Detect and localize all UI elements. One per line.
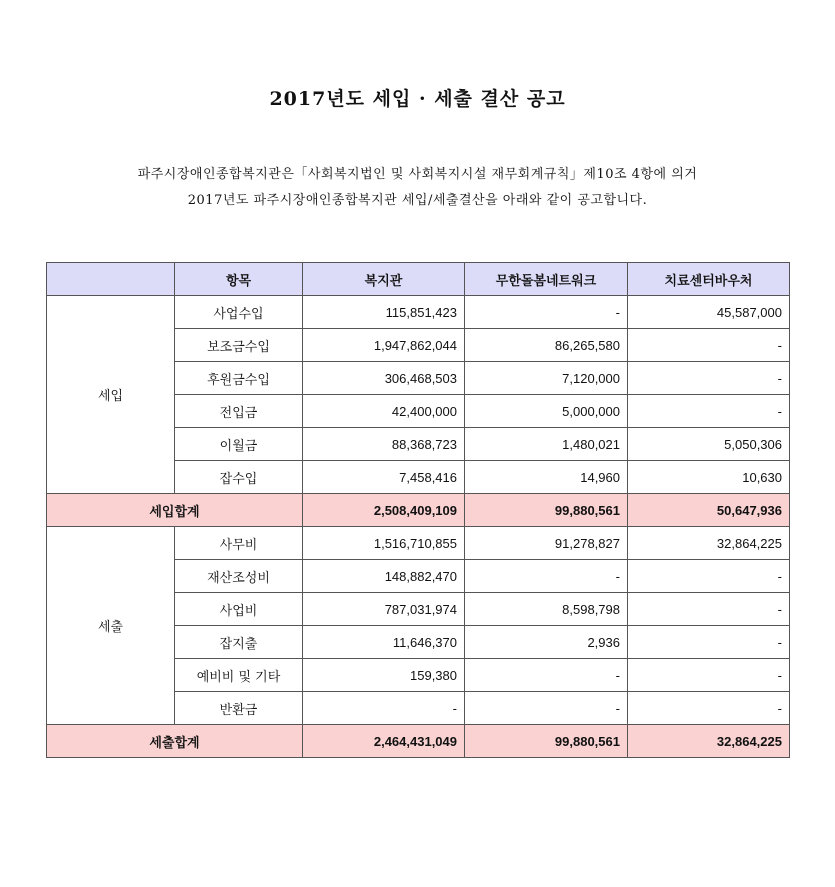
cell-welfare-center: 148,882,470 <box>303 560 465 593</box>
cell-welfare-center: 1,516,710,855 <box>303 527 465 560</box>
cell-therapy-voucher: - <box>628 626 790 659</box>
cell-care-network: - <box>465 692 628 725</box>
expense-total-care-network: 99,880,561 <box>465 725 628 758</box>
page-title: 2017년도 세입 · 세출 결산 공고 <box>269 88 566 110</box>
row-item: 이월금 <box>175 428 303 461</box>
cell-therapy-voucher: 32,864,225 <box>628 527 790 560</box>
cell-welfare-center: 306,468,503 <box>303 362 465 395</box>
table-header-row <box>47 263 790 296</box>
intro-line-2: 2017년도 파주시장애인종합복지관 세입/세출결산을 아래와 같이 공고합니다. <box>187 193 648 208</box>
cell-therapy-voucher: - <box>628 362 790 395</box>
expense-total-therapy-voucher: 32,864,225 <box>628 725 790 758</box>
row-item: 재산조성비 <box>175 560 303 593</box>
cell-welfare-center: 115,851,423 <box>303 296 465 329</box>
cell-welfare-center: 11,646,370 <box>303 626 465 659</box>
cell-welfare-center: 1,947,862,044 <box>303 329 465 362</box>
cell-therapy-voucher: - <box>628 560 790 593</box>
row-item: 잡지출 <box>175 626 303 659</box>
income-total-therapy-voucher: 50,647,936 <box>628 494 790 527</box>
expense-group-label: 세출 <box>47 527 175 725</box>
row-item: 후원금수입 <box>175 362 303 395</box>
cell-welfare-center: 88,368,723 <box>303 428 465 461</box>
cell-care-network: 1,480,021 <box>465 428 628 461</box>
cell-care-network: 2,936 <box>465 626 628 659</box>
cell-therapy-voucher: - <box>628 593 790 626</box>
income-group-label: 세입 <box>47 296 175 494</box>
table-row <box>47 296 790 329</box>
expense-total-welfare-center: 2,464,431,049 <box>303 725 465 758</box>
cell-welfare-center: - <box>303 692 465 725</box>
table-row <box>47 527 790 560</box>
intro-text <box>0 162 835 214</box>
row-item: 사업비 <box>175 593 303 626</box>
cell-care-network: 5,000,000 <box>465 395 628 428</box>
cell-therapy-voucher: - <box>628 329 790 362</box>
cell-care-network: 91,278,827 <box>465 527 628 560</box>
cell-welfare-center: 159,380 <box>303 659 465 692</box>
cell-therapy-voucher: - <box>628 395 790 428</box>
cell-welfare-center: 42,400,000 <box>303 395 465 428</box>
settlement-table <box>46 262 790 758</box>
cell-care-network: 7,120,000 <box>465 362 628 395</box>
income-total-row <box>47 494 790 527</box>
cell-care-network: - <box>465 296 628 329</box>
row-item: 사업수입 <box>175 296 303 329</box>
expense-total-row <box>47 725 790 758</box>
row-item: 전입금 <box>175 395 303 428</box>
income-total-welfare-center: 2,508,409,109 <box>303 494 465 527</box>
cell-care-network: 8,598,798 <box>465 593 628 626</box>
cell-therapy-voucher: - <box>628 659 790 692</box>
header-blank <box>47 263 175 296</box>
cell-therapy-voucher: 5,050,306 <box>628 428 790 461</box>
row-item: 사무비 <box>175 527 303 560</box>
cell-therapy-voucher: 45,587,000 <box>628 296 790 329</box>
cell-welfare-center: 787,031,974 <box>303 593 465 626</box>
income-total-label: 세입합계 <box>47 494 303 527</box>
cell-care-network: - <box>465 659 628 692</box>
expense-total-label: 세출합계 <box>47 725 303 758</box>
income-total-care-network: 99,880,561 <box>465 494 628 527</box>
header-item: 항목 <box>175 263 303 296</box>
cell-therapy-voucher: - <box>628 692 790 725</box>
cell-care-network: - <box>465 560 628 593</box>
row-item: 예비비 및 기타 <box>175 659 303 692</box>
intro-line-1: 파주시장애인종합복지관은「사회복지법인 및 사회복지시설 재무회계규칙」제10조 4항에 의거 <box>137 167 698 182</box>
row-item: 잡수입 <box>175 461 303 494</box>
header-welfare-center: 복지관 <box>303 263 465 296</box>
cell-care-network: 86,265,580 <box>465 329 628 362</box>
row-item: 반환금 <box>175 692 303 725</box>
header-therapy-voucher: 치료센터바우처 <box>628 263 790 296</box>
cell-therapy-voucher: 10,630 <box>628 461 790 494</box>
header-care-network: 무한돌봄네트워크 <box>465 263 628 296</box>
cell-care-network: 14,960 <box>465 461 628 494</box>
cell-welfare-center: 7,458,416 <box>303 461 465 494</box>
row-item: 보조금수입 <box>175 329 303 362</box>
